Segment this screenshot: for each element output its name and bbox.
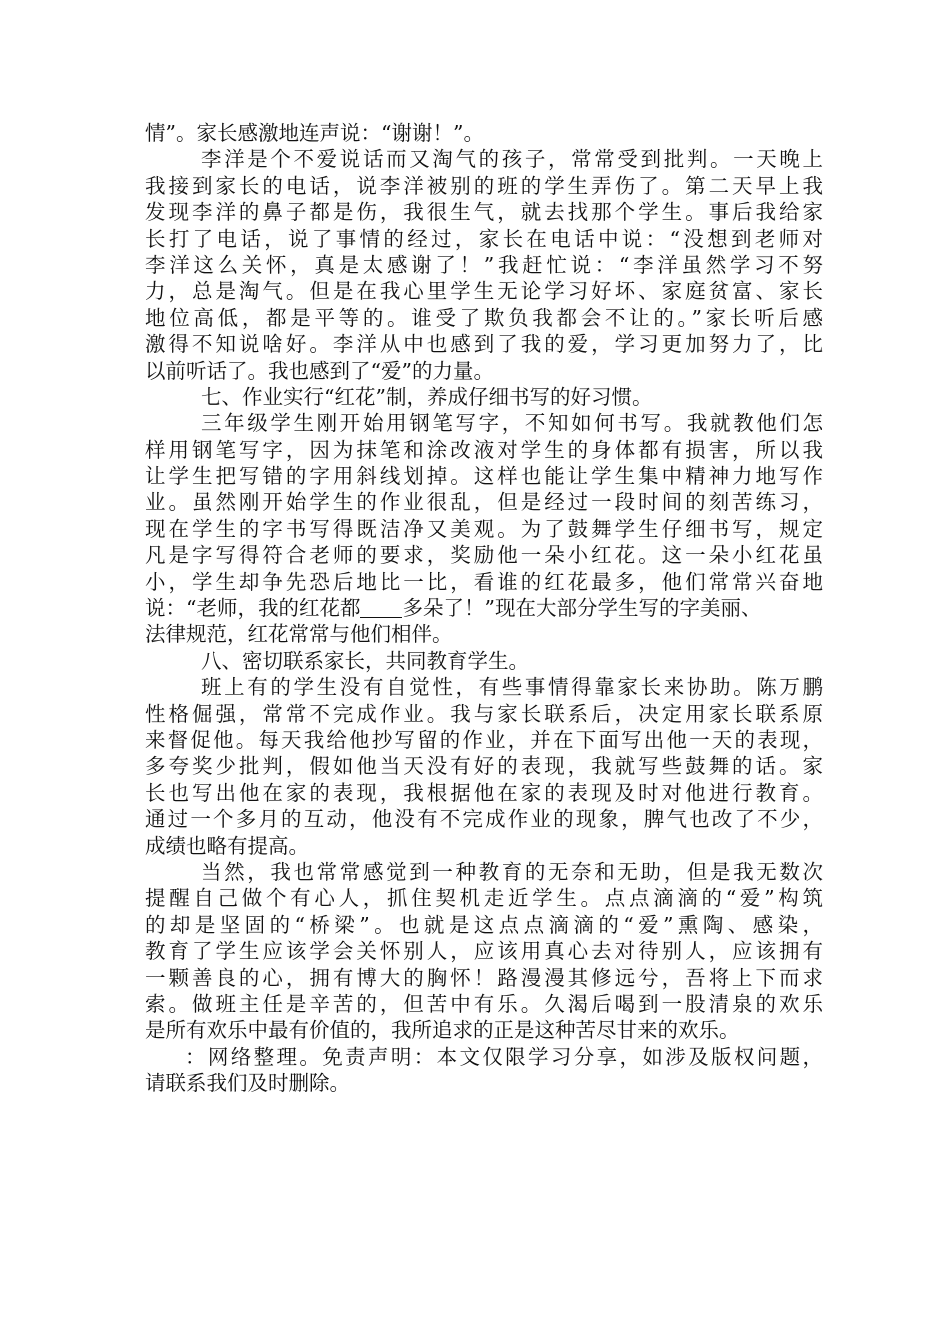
text-line: 小，学生却争先恐后地比一比，看谁的红花最多，他们常常兴奋地 <box>145 569 823 594</box>
text-segment: 说：“老师，我的红花都 <box>145 596 361 621</box>
text-line: 性格倔强，常常不完成作业。我与家长联系后，决定用家长联系原 <box>145 701 823 726</box>
text-line: 多夸奖少批判，假如他当天没有好的表现，我就写些鼓舞的话。家 <box>145 754 823 779</box>
text-line: 来督促他。每天我给他抄写留的作业，并在下面写出他一天的表现， <box>145 727 823 752</box>
text-line: 通过一个多月的互动，他没有不完成作业的现象，脾气也改了不少， <box>145 807 823 832</box>
text-line: 法律规范，红花常常与他们相伴。 <box>145 622 453 647</box>
text-line: 长也写出他在家的表现，我根据他在家的表现及时对他进行教育。 <box>145 780 823 805</box>
text-line: 地位高低，都是平等的。谁受了欺负我都会不让的。”家长听后感 <box>145 305 823 330</box>
text-line: 教育了学生应该学会关怀别人，应该用真心去对待别人，应该拥有 <box>145 939 823 964</box>
paragraph-first-line: 李洋是个不爱说话而又淘气的孩子，常常受到批判。一天晚上 <box>201 147 823 172</box>
text-line-with-blank <box>145 595 823 621</box>
text-line: 提醒自己做个有心人，抓住契机走近学生。点点滴滴的“爱”构筑 <box>145 886 823 911</box>
text-line: 成绩也略有提高。 <box>145 833 309 858</box>
paragraph-first-line: 班上有的学生没有自觉性，有些事情得靠家长来协助。陈万鹏 <box>201 675 823 700</box>
text-line: 长打了电话，说了事情的经过，家长在电话中说：“没想到老师对 <box>145 226 823 251</box>
section-heading: 七、作业实行“红花”制，养成仔细书写的好习惯。 <box>201 384 653 409</box>
paragraph-first-line: 当然，我也常常感觉到一种教育的无奈和无助，但是我无数次 <box>201 859 823 884</box>
text-line: 业。虽然刚开始学生的作业很乱，但是经过一段时间的刻苦练习， <box>145 490 823 515</box>
text-line: 发现李洋的鼻子都是伤，我很生气，就去找那个学生。事后我给家 <box>145 200 823 225</box>
text-line: 是所有欢乐中最有价值的，我所追求的正是这种苦尽甘来的欢乐。 <box>145 1018 740 1043</box>
fill-in-blank <box>360 599 402 618</box>
paragraph-first-line: 三年级学生刚开始用钢笔写字，不知如何书写。我就教他们怎 <box>201 411 823 436</box>
text-line: 情”。家长感激地连声说：“谢谢！”。 <box>145 121 484 145</box>
text-line: 激得不知说啥好。李洋从中也感到了我的爱，学习更加努力了，比 <box>145 332 823 357</box>
disclaimer-line: ：网络整理。免责声明：本文仅限学习分享，如涉及版权问题， <box>185 1044 823 1069</box>
text-line: 索。做班主任是辛苦的，但苦中有乐。久渴后喝到一股清泉的欢乐 <box>145 991 823 1016</box>
text-line: 的却是坚固的“桥梁”。也就是这点点滴滴的“爱”熏陶、感染， <box>145 912 823 937</box>
document-page <box>145 120 823 1096</box>
section-heading: 八、密切联系家长，共同教育学生。 <box>201 648 529 673</box>
text-line: 让学生把写错的字用斜线划掉。这样也能让学生集中精神力地写作 <box>145 464 823 489</box>
text-segment: 多朵了！”现在大部分学生写的字美丽、 <box>402 596 762 621</box>
text-line: 一颗善良的心，拥有博大的胸怀！路漫漫其修远兮，吾将上下而求 <box>145 965 823 990</box>
text-line: 我接到家长的电话，说李洋被别的班的学生弄伤了。第二天早上我 <box>145 173 823 198</box>
text-line: 力，总是淘气。但是在我心里学生无论学习好坏、家庭贫富、家长 <box>145 279 823 304</box>
text-line: 样用钢笔写字，因为抹笔和涂改液对学生的身体都有损害，所以我 <box>145 437 823 462</box>
text-line: 李洋这么关怀，真是太感谢了！”我赶忙说：“李洋虽然学习不努 <box>145 252 823 277</box>
disclaimer-line: 请联系我们及时删除。 <box>145 1071 350 1096</box>
text-line: 以前听话了。我也感到了“爱”的力量。 <box>145 358 494 383</box>
text-line: 凡是字写得符合老师的要求，奖励他一朵小红花。这一朵小红花虽 <box>145 543 823 568</box>
text-line: 现在学生的字书写得既洁净又美观。为了鼓舞学生仔细书写，规定 <box>145 516 823 541</box>
